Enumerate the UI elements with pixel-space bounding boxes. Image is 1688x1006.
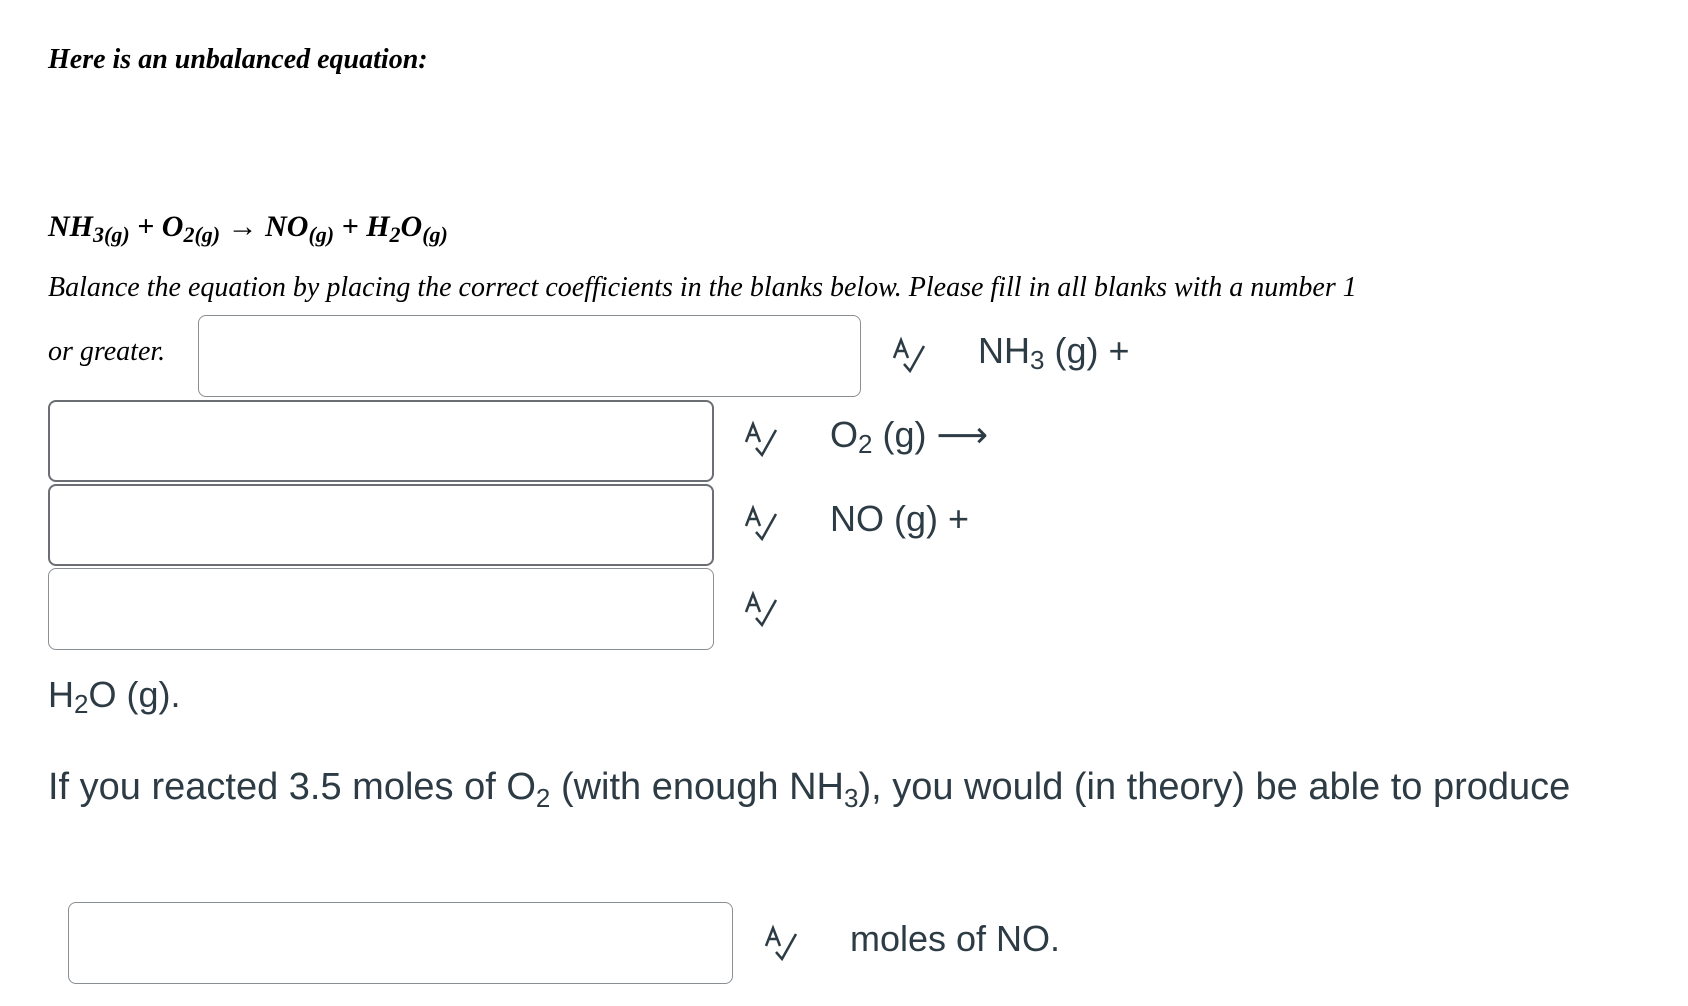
label-o2: $O_2$ (g) ⟶ <box>830 414 989 459</box>
question-text: If you reacted 3.5 moles of $O_2$ (with enough $NH_3$), you would (in theory) be able to produce <box>48 766 1571 813</box>
instructions-text: Balance the equation by placing the correct coefficients in the blanks below. Please fill in all blanks with a number 1 <box>48 272 1357 303</box>
spellcheck-icon[interactable] <box>762 924 802 964</box>
spellcheck-icon[interactable] <box>742 590 782 630</box>
coefficient-input-nh3[interactable] <box>198 315 861 397</box>
coefficient-input-no[interactable] <box>48 484 714 566</box>
spellcheck-icon[interactable] <box>890 336 930 376</box>
label-h2o: $H_2O$ (g). <box>48 674 181 719</box>
moles-no-input[interactable] <box>68 902 733 984</box>
coefficient-input-o2[interactable] <box>48 400 714 482</box>
coefficient-input-h2o[interactable] <box>48 568 714 650</box>
instructions-text-cont: or greater. <box>48 336 166 367</box>
label-no: NO (g) + <box>830 498 970 539</box>
intro-text: Here is an unbalanced equation: <box>48 44 428 75</box>
label-nh3: $NH_3$ (g) + <box>978 330 1130 375</box>
unbalanced-equation: $NH_{3(g)} + O_{2(g)} \to NO_{(g)} + H_2O_{(g)}$ <box>48 210 448 247</box>
spellcheck-icon[interactable] <box>742 504 782 544</box>
spellcheck-icon[interactable] <box>742 420 782 460</box>
answer-unit-label: moles of NO. <box>850 918 1061 959</box>
